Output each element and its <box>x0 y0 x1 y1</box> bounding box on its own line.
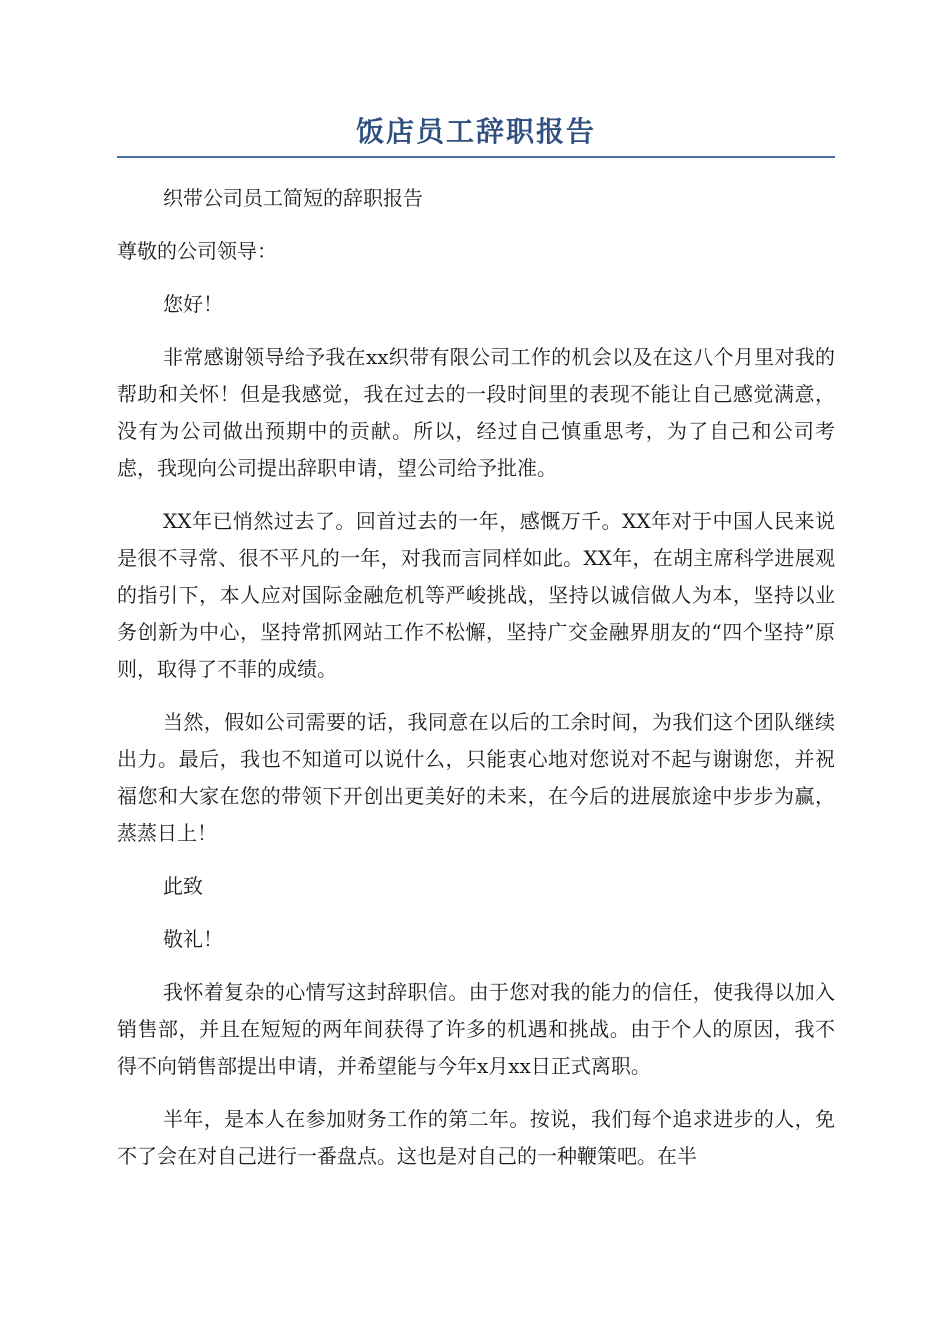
paragraph-body: XX年已悄然过去了。回首过去的一年，感慨万千。XX年对于中国人民来说是很不寻常、很不平凡的一年，对我而言同样如此。XX年，在胡主席科学进展观的指引下，本人应对国际金融危机等严峻挑战，坚持以诚信做人为本，坚持以业务创新为中心，坚持常抓网站工作不松懈，坚持广交金融界朋友的“四个坚持”原则，取得了不菲的成绩。 <box>117 509 835 681</box>
paragraph-regards: 敬礼！ <box>163 927 223 951</box>
paragraph-body: 非常感谢领导给予我在xx织带有限公司工作的机会以及在这八个月里对我的帮助和关怀！但是我感觉，我在过去的一段时间里的表现不能让自己感觉满意，没有为公司做出预期中的贡献。所以，经过自己慎重思考，为了自己和公司考虑，我现向公司提出辞职申请，望公司给予批准。 <box>117 345 835 480</box>
document-page <box>117 110 835 1191</box>
paragraph-subtitle: 织带公司员工简短的辞职报告 <box>163 186 423 210</box>
paragraph-body: 半年，是本人在参加财务工作的第二年。按说，我们每个追求进步的人，免不了会在对自己进行一番盘点。这也是对自己的一种鞭策吧。在半 <box>117 1107 835 1168</box>
paragraph-closing: 此致 <box>163 874 203 898</box>
title-underline <box>117 156 835 158</box>
paragraph-body: 我怀着复杂的心情写这封辞职信。由于您对我的能力的信任，使我得以加入销售部，并且在短短的两年间获得了许多的机遇和挑战。由于个人的原因，我不得不向销售部提出申请，并希望能与今年x月xx日正式离职。 <box>117 980 835 1078</box>
paragraph-body: 当然，假如公司需要的话，我同意在以后的工余时间，为我们这个团队继续出力。最后，我也不知道可以说什么，只能衷心地对您说对不起与谢谢您，并祝福您和大家在您的带领下开创出更美好的未来，在今后的进展旅途中步步为赢，蒸蒸日上！ <box>117 710 835 845</box>
paragraph-salutation: 尊敬的公司领导： <box>117 239 277 263</box>
document-title: 饭店员工辞职报告 <box>355 115 596 148</box>
paragraph-greeting: 您好！ <box>163 292 223 316</box>
